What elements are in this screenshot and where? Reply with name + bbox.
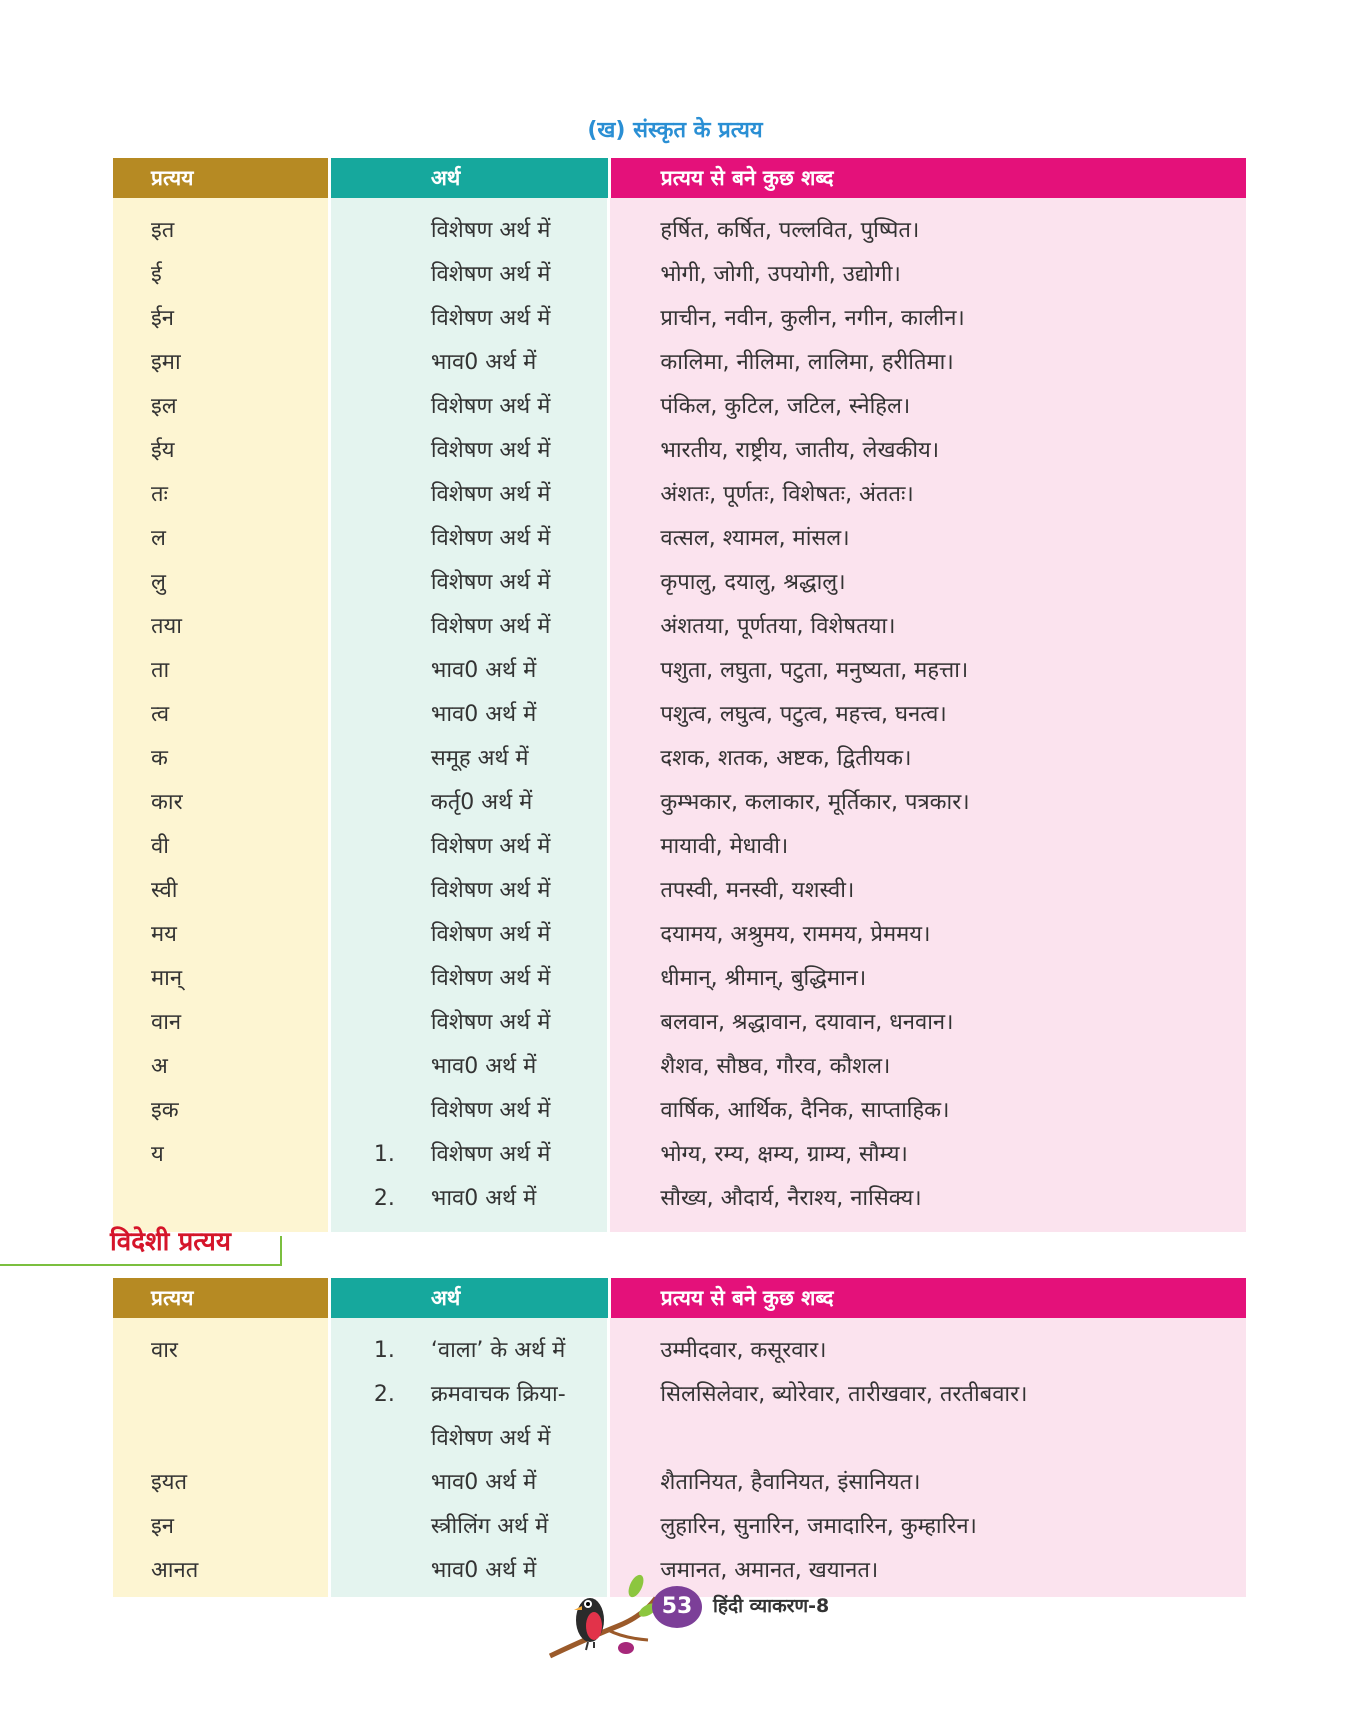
words-cell: सिलसिलेवार, ब्योरेवार, तारीखवार, तरतीबवार। [660, 1382, 1028, 1407]
meaning-text: विशेषण अर्थ में [430, 394, 551, 419]
suffix-cell: इल [151, 394, 177, 419]
item-number: 2. [373, 1382, 395, 1407]
words-cell: कृपालु, दयालु, श्रद्धालु। [660, 570, 846, 595]
words-cell: सौख्य, औदार्य, नैराश्य, नासिक्य। [660, 1186, 922, 1211]
page-footer [548, 1568, 868, 1668]
words-cell: प्राचीन, नवीन, कुलीन, नगीन, कालीन। [660, 306, 965, 331]
meaning-text: विशेषण अर्थ में [430, 1010, 551, 1035]
meaning-text: भाव0 अर्थ में [430, 1186, 537, 1211]
meaning-text: विशेषण अर्थ में [430, 614, 551, 639]
suffix-cell: तः [151, 482, 168, 507]
meaning-text: भाव0 अर्थ में [430, 702, 537, 727]
item-number: 2. [373, 1186, 395, 1211]
page-number-badge: 53 [652, 1586, 702, 1628]
meaning-text: विशेषण अर्थ में [430, 438, 551, 463]
meaning-text: भाव0 अर्थ में [430, 1470, 537, 1495]
words-cell: भारतीय, राष्ट्रीय, जातीय, लेखकीय। [660, 438, 940, 463]
title-underline [0, 1264, 280, 1266]
table-header [113, 158, 1246, 198]
meaning-cell [331, 913, 608, 957]
header-suffix: प्रत्यय [113, 1278, 328, 1318]
words-cell: अंशतया, पूर्णतया, विशेषतया। [660, 614, 896, 639]
suffix-cell [113, 1373, 328, 1417]
words-cell: पंकिल, कुटिल, जटिल, स्नेहिल। [660, 394, 911, 419]
book-title: हिंदी व्याकरण-8 [713, 1595, 830, 1617]
words-column [610, 1318, 1246, 1597]
meaning-text: भाव0 अर्थ में [430, 1558, 537, 1583]
foreign-suffix-table [113, 1278, 1246, 1597]
words-column [610, 198, 1246, 1232]
meaning-cell [331, 341, 608, 385]
words-cell: पशुता, लघुता, पटुता, मनुष्यता, महत्ता। [660, 658, 969, 683]
meaning-cell [331, 561, 608, 605]
meaning-cell [331, 649, 608, 693]
meaning-text: विशेषण अर्थ में [430, 306, 551, 331]
suffix-cell: कार [151, 790, 183, 815]
suffix-cell: ल [151, 526, 166, 551]
meaning-text: भाव0 अर्थ में [430, 658, 537, 683]
meaning-text: विशेषण अर्थ में [430, 834, 551, 859]
suffix-cell: मय [151, 922, 177, 947]
meaning-text: स्त्रीलिंग अर्थ में [430, 1514, 549, 1539]
meaning-text: भाव0 अर्थ में [430, 350, 537, 375]
meaning-text: विशेषण अर्थ में [430, 526, 551, 551]
header-words: प्रत्यय से बने कुछ शब्द [611, 1278, 1246, 1318]
words-cell: पशुत्व, लघुत्व, पटुत्व, महत्त्व, घनत्व। [660, 702, 947, 727]
words-cell: बलवान, श्रद्धावान, दयावान, धनवान। [660, 1010, 954, 1035]
suffix-cell: वी [151, 834, 169, 859]
suffix-cell: आनत [151, 1558, 199, 1583]
words-cell: धीमान्, श्रीमान्, बुद्धिमान। [660, 966, 867, 991]
meaning-text: विशेषण अर्थ में [430, 218, 551, 243]
suffix-cell: लु [151, 570, 166, 595]
section-title: (ख) संस्कृत के प्रत्यय [587, 118, 763, 143]
suffix-cell: त्व [151, 702, 170, 727]
words-cell: उम्मीदवार, कसूरवार। [660, 1338, 827, 1363]
meaning-cell [331, 1089, 608, 1133]
suffix-cell [113, 1177, 328, 1221]
meaning-text: कर्तृ0 अर्थ में [430, 790, 533, 815]
words-cell: कालिमा, नीलिमा, लालिमा, हरीतिमा। [660, 350, 954, 375]
meaning-text: विशेषण अर्थ में [430, 922, 551, 947]
meaning-cell [331, 1045, 608, 1089]
suffix-cell: वान [151, 1010, 182, 1035]
meaning-cell [331, 605, 608, 649]
meaning-cell [331, 1177, 608, 1221]
meaning-cell [331, 693, 608, 737]
meaning-cell [331, 385, 608, 429]
meaning-text: विशेषण अर्थ में [430, 966, 551, 991]
header-meaning: अर्थ [331, 1278, 608, 1318]
words-cell: शैशव, सौष्ठव, गौरव, कौशल। [660, 1054, 891, 1079]
meaning-cell [331, 737, 608, 781]
words-cell: अंशतः, पूर्णतः, विशेषतः, अंततः। [660, 482, 914, 507]
suffix-cell: इयत [151, 1470, 188, 1495]
meaning-cell [331, 869, 608, 913]
suffix-cell: स्वी [151, 878, 178, 903]
words-cell: दयामय, अश्रुमय, राममय, प्रेममय। [660, 922, 931, 947]
suffix-cell: इन [151, 1514, 175, 1539]
suffix-cell: ई [151, 262, 162, 287]
words-cell: भोग्य, रम्य, क्षम्य, ग्राम्य, सौम्य। [660, 1142, 908, 1167]
foreign-suffix-title: विदेशी प्रत्यय [110, 1227, 231, 1257]
words-cell: दशक, शतक, अष्टक, द्वितीयक। [660, 746, 912, 771]
words-cell: हर्षित, कर्षित, पल्लवित, पुष्पित। [660, 218, 920, 243]
words-cell [610, 1417, 1246, 1461]
meaning-text: समूह अर्थ में [430, 746, 529, 771]
words-cell: कुम्भकार, कलाकार, मूर्तिकार, पत्रकार। [660, 790, 970, 815]
meaning-cell [331, 1505, 608, 1549]
table-body [113, 198, 1246, 1232]
meaning-cell [331, 253, 608, 297]
suffix-cell: य [151, 1142, 164, 1167]
meaning-column [331, 1318, 608, 1597]
suffix-cell: अ [151, 1054, 168, 1079]
meaning-text: विशेषण अर्थ में [430, 262, 551, 287]
suffix-cell: इत [151, 218, 175, 243]
meaning-cell [331, 781, 608, 825]
words-cell: भोगी, जोगी, उपयोगी, उद्योगी। [660, 262, 901, 287]
words-cell: मायावी, मेधावी। [660, 834, 789, 859]
meaning-cell [331, 473, 608, 517]
meaning-text: विशेषण अर्थ में [430, 570, 551, 595]
meaning-text: विशेषण अर्थ में [430, 1098, 551, 1123]
words-cell: शैतानियत, हैवानियत, इंसानियत। [660, 1470, 921, 1495]
suffix-cell: मान् [151, 966, 183, 991]
meaning-cell [331, 1329, 608, 1373]
words-cell: वत्सल, श्यामल, मांसल। [660, 526, 850, 551]
sanskrit-suffix-table [113, 158, 1246, 1232]
suffix-cell: वार [151, 1338, 178, 1363]
bird-on-branch-icon [548, 1568, 658, 1668]
suffix-cell: ईय [151, 438, 175, 463]
words-cell: वार्षिक, आर्थिक, दैनिक, साप्ताहिक। [660, 1098, 950, 1123]
suffix-column [113, 198, 328, 1232]
suffix-cell: क [151, 746, 168, 771]
meaning-text: विशेषण अर्थ में [430, 878, 551, 903]
meaning-text: भाव0 अर्थ में [430, 1054, 537, 1079]
meaning-cell [331, 957, 608, 1001]
words-cell: तपस्वी, मनस्वी, यशस्वी। [660, 878, 855, 903]
meaning-cell [331, 1133, 608, 1177]
meaning-cell [331, 1461, 608, 1505]
meaning-text: क्रमवाचक क्रिया- [430, 1382, 566, 1407]
table-header [113, 1278, 1246, 1318]
meaning-cell [331, 209, 608, 253]
suffix-cell: इमा [151, 350, 181, 375]
meaning-column [331, 198, 608, 1232]
suffix-cell [113, 1417, 328, 1461]
meaning-text: ‘वाला’ के अर्थ में [430, 1338, 566, 1363]
meaning-text: विशेषण अर्थ में [430, 482, 551, 507]
title-underline-corner [280, 1236, 282, 1266]
meaning-cell [331, 297, 608, 341]
item-number: 1. [373, 1338, 395, 1363]
suffix-cell: ता [151, 658, 170, 683]
meaning-cell [331, 1001, 608, 1045]
meaning-cell [331, 517, 608, 561]
suffix-cell: ईन [151, 306, 175, 331]
meaning-cell [331, 1373, 608, 1417]
meaning-text: विशेषण अर्थ में [430, 1142, 551, 1167]
words-cell: लुहारिन, सुनारिन, जमादारिन, कुम्हारिन। [660, 1514, 977, 1539]
meaning-cell [331, 825, 608, 869]
header-meaning: अर्थ [331, 158, 608, 198]
suffix-cell: तया [151, 614, 182, 639]
table-body [113, 1318, 1246, 1597]
header-words: प्रत्यय से बने कुछ शब्द [611, 158, 1246, 198]
suffix-column [113, 1318, 328, 1597]
meaning-cell [331, 1417, 608, 1461]
item-number: 1. [373, 1142, 395, 1167]
header-suffix: प्रत्यय [113, 158, 328, 198]
suffix-cell: इक [151, 1098, 179, 1123]
meaning-text: विशेषण अर्थ में [430, 1426, 551, 1451]
meaning-cell [331, 429, 608, 473]
words-cell: जमानत, अमानत, खयानत। [660, 1558, 879, 1583]
